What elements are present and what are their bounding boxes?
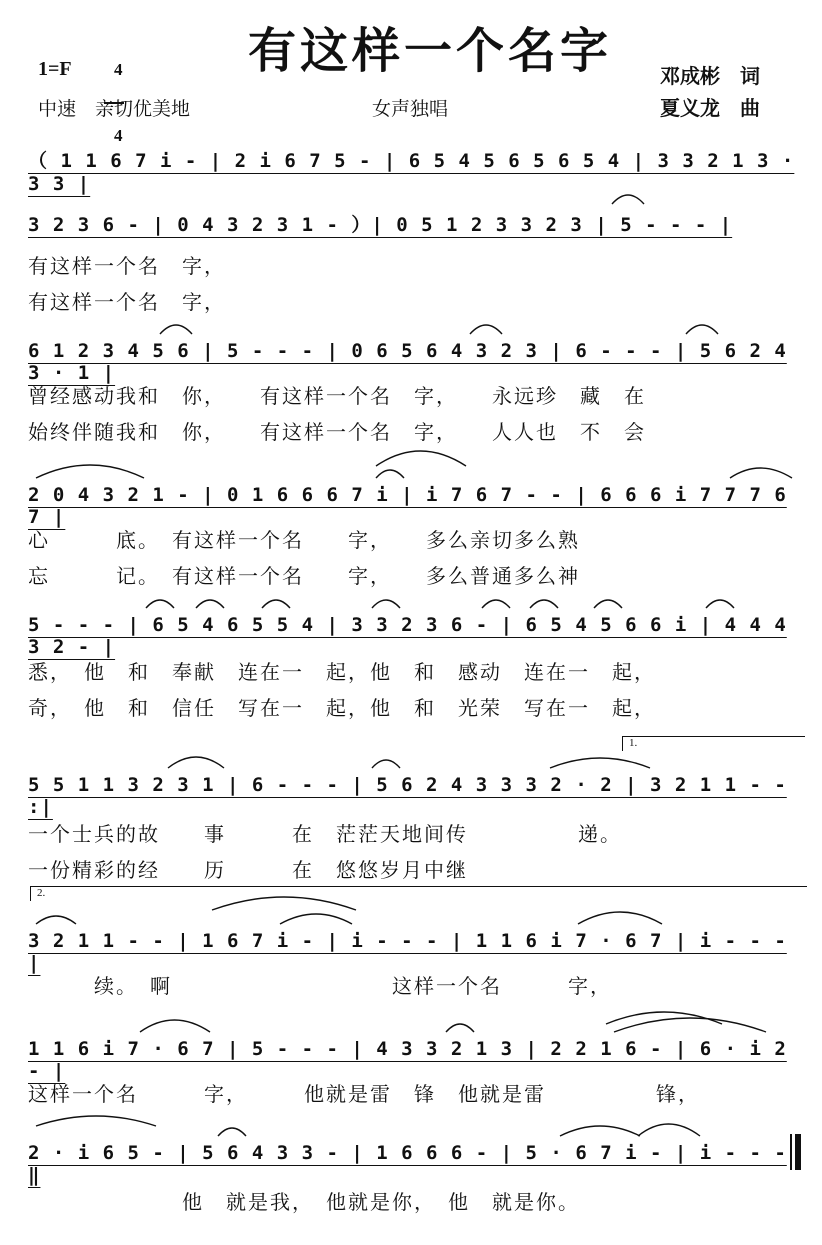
slur-arc (560, 1126, 640, 1136)
score-row-3-notes: 6 1 2 3 4 5 6 | 5 - - - | 0 6 5 6 4 3 2 3 | 6 - - - | 5 6 2 4 3 · 1 | (28, 340, 787, 384)
time-signature-bottom: 4 (114, 126, 123, 145)
score-row-3-lyrics-2: 始终伴随我和 你， 有这样一个名 字， 人人也 不 会 (28, 420, 646, 444)
slur-arc (36, 916, 76, 924)
score-row-7-notes: 3 2 1 1 - - | 1 6 7 i - | i - - - | 1 1 6 i 7 · 6 7 | i - - - | (28, 930, 787, 974)
slur-arc (446, 1024, 474, 1032)
slur-arc (376, 451, 466, 466)
slur-arc (578, 912, 662, 924)
slur-arc (372, 600, 400, 608)
score-row-5-lyrics-1: 悉， 他 和 奉献 连在一 起，他 和 感动 连在一 起， (28, 660, 656, 684)
score-row-4-lyrics-1: 心 底。 有这样一个名 字， 多么亲切多么熟 (28, 528, 580, 552)
score-row-2-lyrics-2: 有这样一个名 字， (28, 290, 226, 314)
score-row-6-lyrics-2: 一份精彩的经 历 在 悠悠岁月中继 (28, 858, 468, 882)
slur-arc (594, 600, 622, 608)
voice-type: 女声独唱 (372, 98, 449, 120)
slur-arc (262, 600, 290, 608)
score-row-6-notes: 5 5 1 1 3 2 3 1 | 6 - - - | 5 6 2 4 3 3 3 2 · 2 | 3 2 1 1 - - :| (28, 774, 787, 818)
score-row-1-notes: （ 1 1 6 7 i - | 2 i 6 7 5 - | 6 5 4 5 6 5 6 5 4 | 3 3 2 1 3 · 3 3 | (28, 150, 795, 195)
slur-arc (372, 760, 400, 768)
slur-arc (730, 468, 792, 478)
score-row-4-lyrics-2: 忘 记。 有这样一个名 字， 多么普通多么神 (28, 564, 580, 588)
score-row-9-notes: 2 · i 6 5 - | 5 6 4 3 3 - | 1 6 6 6 - | 5 · 6 7 i - | i - - - ‖ (28, 1142, 787, 1186)
composer-credit: 夏义龙 曲 (660, 96, 760, 120)
slur-arc (36, 465, 144, 478)
slur-arc (160, 325, 192, 334)
score-row-5-notes: 5 - - - | 6 5 4 6 5 5 4 | 3 3 2 3 6 - | 6 5 4 5 6 6 i | 4 4 4 3 2 - | (28, 614, 787, 658)
score-row-8-notes: 1 1 6 i 7 · 6 7 | 5 - - - | 4 3 3 2 1 3 | 2 2 1 6 - | 6 · i 2 - | (28, 1038, 787, 1082)
time-signature-top: 4 (114, 60, 123, 79)
song-title: 有这样一个名字 (248, 23, 613, 79)
score-row-2-notes: 3 2 3 6 - | 0 4 3 2 3 1 - ）| 0 5 1 2 3 3 2 3 | 5 - - - | (28, 214, 733, 236)
slur-arc (146, 600, 174, 608)
slur-arc (614, 1018, 766, 1032)
slur-arc (168, 757, 224, 768)
slur-arc (196, 600, 224, 608)
slur-arc (612, 195, 644, 204)
volta-bracket-1: 1. (622, 736, 805, 751)
slur-arc (376, 470, 404, 478)
score-row-3-lyrics-1: 曾经感动我和 你， 有这样一个名 字， 永远珍 藏 在 (28, 384, 646, 408)
slur-arc (218, 1128, 246, 1136)
slur-arc (470, 325, 502, 334)
slur-arc (140, 1020, 210, 1032)
tempo-marking: 中速 亲切优美地 (38, 98, 191, 120)
slur-arc (638, 1124, 700, 1136)
slur-arc (550, 758, 650, 768)
lyricist-credit: 邓成彬 词 (660, 64, 760, 88)
key-signature: 1=F (38, 58, 72, 80)
score-row-8-lyrics-1: 这样一个名 字， 他就是雷 锋 他就是雷 锋， (28, 1082, 700, 1106)
score-row-7-lyrics-1: 续。 啊 这样一个名 字， (28, 974, 612, 998)
final-barline (790, 1134, 801, 1170)
slur-arc (706, 600, 734, 608)
score-row-2-lyrics-1: 有这样一个名 字， (28, 254, 226, 278)
volta-bracket-2: 2. (30, 886, 807, 901)
slur-arc (482, 600, 510, 608)
slur-arc (530, 600, 558, 608)
score-row-6-lyrics-1: 一个士兵的故 事 在 茫茫天地间传 递。 (28, 822, 622, 846)
slur-arc (280, 914, 352, 924)
slur-arc (686, 325, 718, 334)
score-row-5-lyrics-2: 奇， 他 和 信任 写在一 起，他 和 光荣 写在一 起， (28, 696, 656, 720)
slur-arc (212, 897, 356, 910)
score-row-4-notes: 2 0 4 3 2 1 - | 0 1 6 6 6 7 i | i 7 6 7 - - | 6 6 6 i 7 7 7 6 7 | (28, 484, 787, 528)
score-row-9-lyrics-1: 他 就是我， 他就是你， 他 就是你。 (28, 1190, 580, 1214)
slur-arc (36, 1116, 156, 1126)
